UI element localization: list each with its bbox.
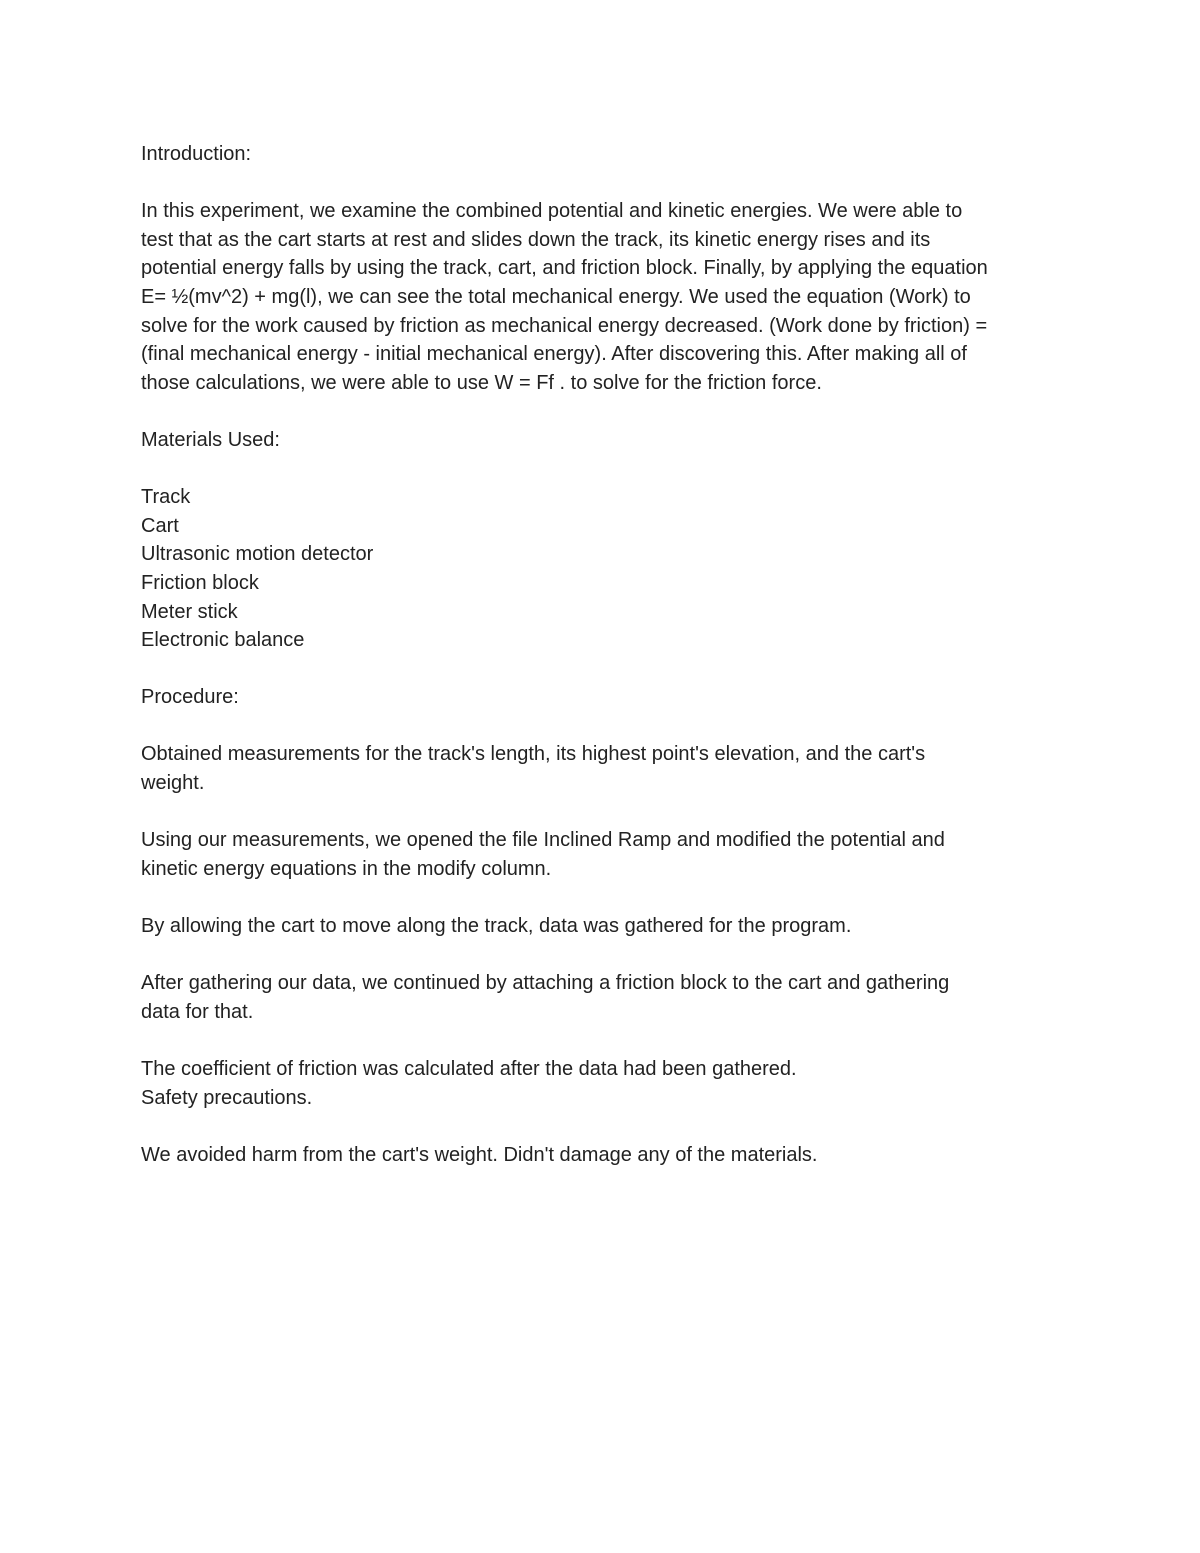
spacer [141,712,1071,741]
introduction-line: those calculations, we were able to use W = Ff . to solve for the friction force. [141,371,822,394]
procedure-line: data for that. [141,1000,254,1023]
spacer [141,169,1071,198]
procedure-step-2 [141,826,1071,883]
spacer [141,397,1071,426]
procedure-step-1 [141,740,1071,797]
procedure-step-4 [141,969,1071,1026]
spacer [141,941,1071,970]
procedure-line: After gathering our data, we continued by attaching a friction block to the cart and gathering [141,972,950,995]
introduction-line: In this experiment, we examine the combined potential and kinetic energies. We were able to [141,200,963,223]
list-item: Track [141,486,191,509]
procedure-heading: Procedure: [141,686,239,709]
list-item: Friction block [141,571,259,594]
procedure-line: kinetic energy equations in the modify column. [141,857,552,880]
introduction-line: (final mechanical energy - initial mechanical energy). After discovering this. After making all of [141,343,967,366]
introduction-line: solve for the work caused by friction as mechanical energy decreased. (Work done by friction) = [141,314,988,337]
spacer [141,798,1071,827]
procedure-line: Using our measurements, we opened the file Inclined Ramp and modified the potential and [141,829,945,852]
procedure-step-5: The coefficient of friction was calculated after the data had been gathered. [141,1058,797,1080]
safety-text: We avoided harm from the cart's weight. Didn't damage any of the materials. [141,1143,818,1166]
list-item: Electronic balance [141,629,305,652]
spacer [141,1026,1071,1055]
list-item: Ultrasonic motion detector [141,543,374,566]
spacer [141,655,1071,684]
list-item: Meter stick [141,600,238,623]
spacer [141,883,1071,912]
list-item: Cart [141,514,179,537]
introduction-line: test that as the cart starts at rest and slides down the track, its kinetic energy rises and its [141,228,931,251]
introduction-line: potential energy falls by using the track, cart, and friction block. Finally, by applying the equation [141,257,988,280]
procedure-line: Obtained measurements for the track's length, its highest point's elevation, and the cart's [141,743,926,766]
materials-list [141,483,1071,655]
procedure-step-3: By allowing the cart to move along the track, data was gathered for the program. [141,915,852,938]
spacer [141,1112,1071,1141]
document-page [141,140,1071,1169]
introduction-heading: Introduction: [141,143,252,165]
procedure-line: weight. [141,772,205,795]
materials-heading: Materials Used: [141,428,280,451]
safety-heading: Safety precautions. [141,1086,313,1109]
introduction-paragraph [141,197,1071,397]
introduction-line: E= ½(mv^2) + mg(l), we can see the total mechanical energy. We used the equation (Work) to [141,285,971,308]
spacer [141,455,1071,484]
